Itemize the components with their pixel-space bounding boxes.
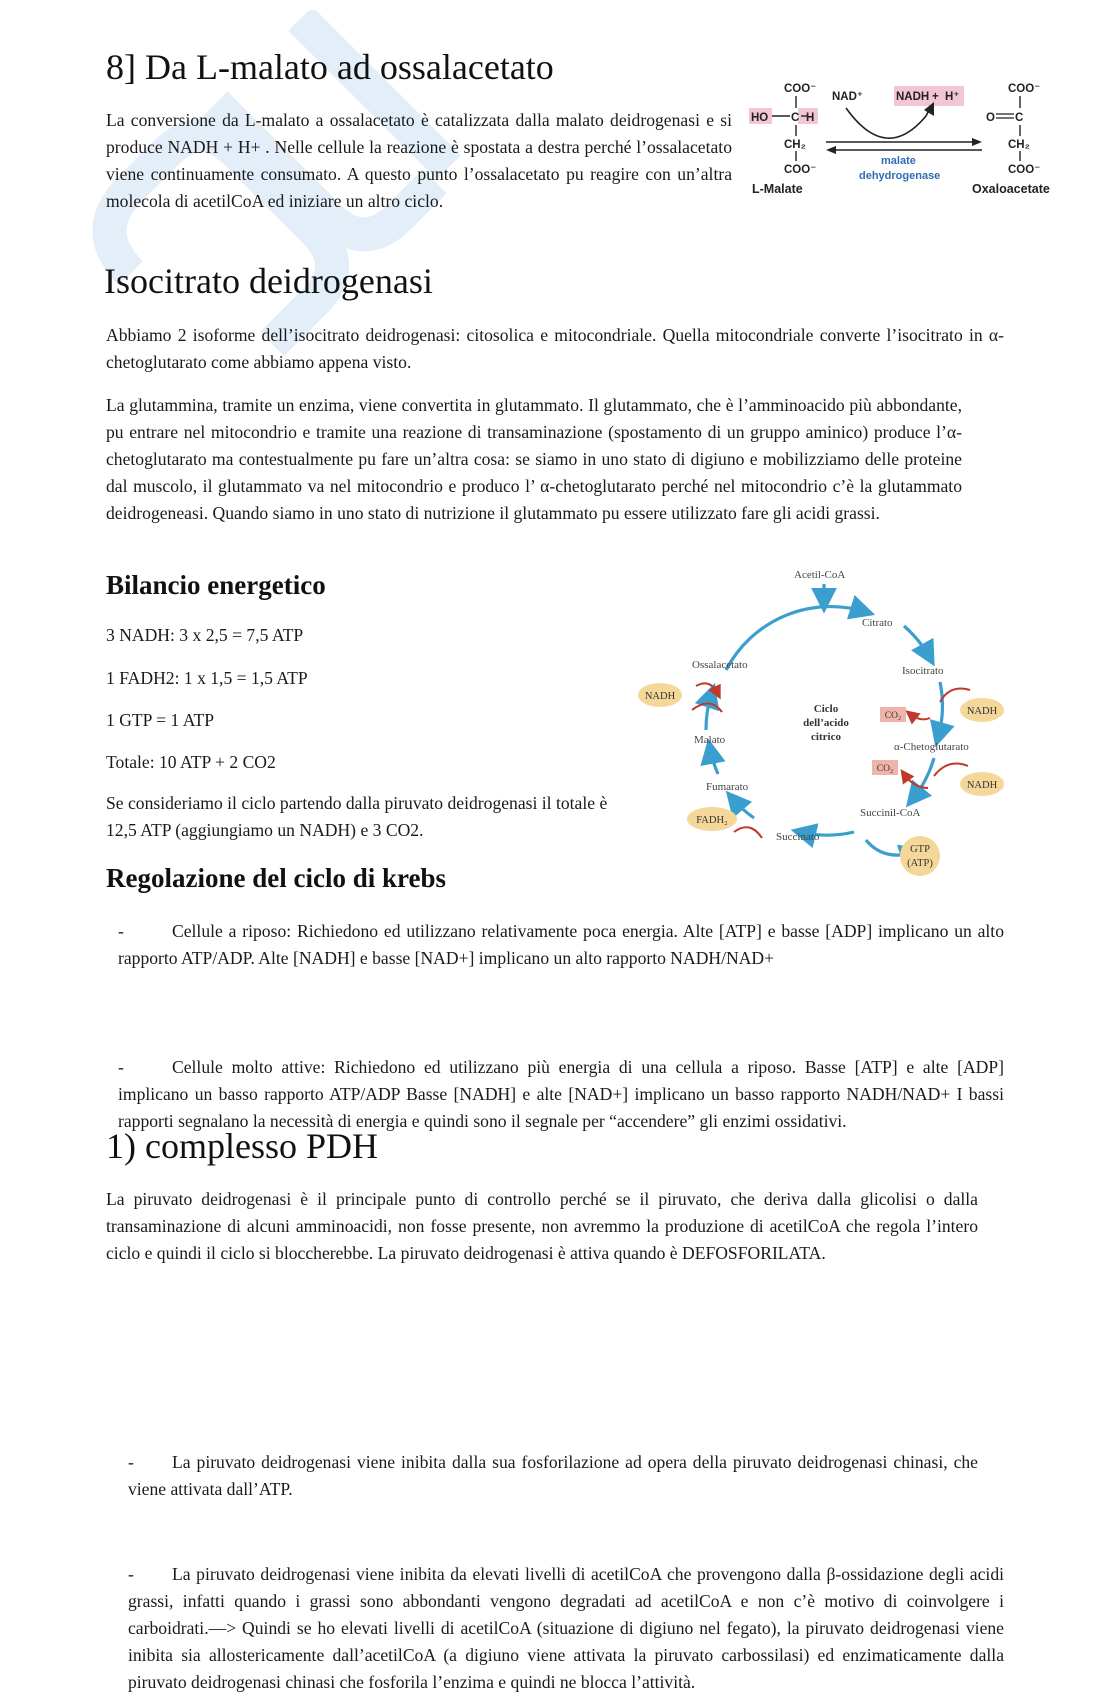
cofactor-arrow — [846, 108, 930, 138]
coo-bot-right: COO⁻ — [1008, 164, 1041, 176]
cycle-arc-iso-cheto — [938, 682, 942, 738]
node-succinato: Succinato — [776, 831, 820, 843]
nadh-badge-1: NADH — [644, 691, 676, 702]
bilancio-line-totale: Totale: 10 ATP + 2 CO2 — [106, 752, 276, 772]
regolazione-bullet-1: - Cellule a riposo: Richiedono ed utilizzano relativamente poca energia. Alte [ATP] e basse [ADP] implicano un alto rapporto ATP/ADP. Alte [NADH] e basse [NAD+] implicano un alto rapporto NADH/NAD+ — [118, 921, 1004, 968]
ho-label: HO — [751, 112, 769, 124]
l-malate-label: L-Malate — [752, 182, 803, 196]
malato-paragraph: La conversione da L-malato a ossalacetato è catalizzata dalla malato deidrogenasi e si produce NADH + H+ . Nelle cellule la reazione è spostata a destra perché l’ossalacetato viene continuamente consumato. A questo punto l’ossalacetato pu reagire con un’altra molecola di acetilCoA ed iniziare un altro ciclo. — [106, 110, 732, 211]
pdh-bullet-1: - La piruvato deidrogenasi viene inibita dalla sua fosforilazione ad opera della piruvato deidrogenasi chinasi, che viene attivata dall’ATP. — [128, 1452, 978, 1499]
nadh-badge-2: NADH — [966, 706, 998, 717]
node-malato: Malato — [694, 734, 726, 746]
section-title-regolazione: Regolazione del ciclo di krebs — [106, 863, 446, 893]
enzyme-label-2: dehydrogenase — [859, 170, 941, 182]
co2-badge-2: CO₂ — [876, 764, 894, 774]
center-label-2: dell’acido — [803, 717, 849, 729]
nad-label: NAD⁺ — [832, 91, 863, 103]
hplus-label: H⁺ — [945, 91, 960, 103]
node-isocitrato: Isocitrato — [902, 665, 944, 677]
bilancio-line-fadh2: 1 FADH2: 1 x 1,5 = 1,5 ATP — [106, 668, 308, 688]
node-succinilcoa: Succinil-CoA — [860, 807, 921, 819]
co2-badge-1: CO₂ — [884, 711, 902, 721]
c-right-label: C — [1015, 112, 1024, 124]
node-fumarato: Fumarato — [706, 781, 749, 793]
nadh-badge-3: NADH — [966, 780, 998, 791]
bilancio-line-gtp: 1 GTP = 1 ATP — [106, 710, 215, 730]
node-acetil: Acetil-CoA — [794, 569, 846, 581]
coo-top-right: COO⁻ — [1008, 83, 1041, 95]
pdh-bullet-2: - La piruvato deidrogenasi viene inibita da elevati livelli di acetilCoA che provengono dalla β-ossidazione degli acidi grassi, infatti quando i grassi sono abbondanti vengono degradati ad acetilCoA e non c’è motivo di coinvolgere i carboidrati.—> Quindi se ho elevati livelli di acetilCoA (situazione di digiuno nel fegato), la piruvato deidrogenasi viene inibita sia allostericamente dall’acetilCoA (a digiuno viene attivata la piruvato carbossilasi) ed enzimaticamente dalla piruvato deidrogenasi chinasi che fosforila l’enzima e quindi ne blocca l’attività. — [128, 1564, 1004, 1692]
nadh-label: NADH — [896, 91, 930, 103]
section-title-isocitrato: Isocitrato deidrogenasi — [104, 261, 433, 301]
bilancio-paragraph: Se consideriamo il ciclo partendo dalla piruvato deidrogenasi il totale è 12,5 ATP (aggiungiamo un NADH) e 3 CO2. — [106, 793, 608, 840]
cycle-arc-cheto-succ — [912, 758, 934, 800]
coo-bot-left: COO⁻ — [784, 164, 817, 176]
node-citrato: Citrato — [862, 617, 893, 629]
cycle-arc-cit-iso — [904, 626, 930, 658]
enzyme-label-1: malate — [881, 155, 916, 167]
section-title-bilancio: Bilancio energetico — [106, 570, 326, 600]
o-label: O — [986, 112, 995, 124]
coo-top-left: COO⁻ — [784, 83, 817, 95]
atp-label: (ATP) — [907, 858, 933, 869]
isocitrato-paragraph-2: La glutammina, tramite un enzima, viene convertita in glutammato. Il glutammato, che è l’amminoacido più abbondante, pu entrare nel mitocondrio e tramite una reazione di transaminazione (spostamento di un gruppo aminico) produce l’α-chetoglutarato ma contestualmente pu fare un’altra cosa: se siamo in uno stato di digiuno e mobilizziamo delle proteine dal muscolo, il glutammato va nel mitocondrio e produco l’ α-chetoglutarato perché nel mitocondrio c’è la glutammato deidrogeneasi. Quando siamo in uno stato di nutrizione il glutammato pu essere utilizzato fare gli acidi grassi. — [106, 395, 962, 523]
regolazione-bullet-2: - Cellule molto attive: Richiedono ed utilizzano più energia di una cellula a riposo. Basse [ATP] e alte [ADP] implicano un basso rapporto ATP/ADP Basse [NADH] e alte [NAD+] implicano un basso rapporto NADH/NAD+ I bassi rapporti segnalano la necessità di energia e quindi sono il segnale per “accendere” gli enzimi ossidativi. — [118, 1057, 1004, 1131]
malate-dehydrogenase-figure — [746, 76, 1066, 202]
c-label: C — [791, 112, 800, 124]
section-title-pdh: 1) complesso PDH — [106, 1126, 378, 1166]
center-label-3: citrico — [811, 731, 841, 743]
node-cheto: α-Chetoglutarato — [894, 741, 969, 753]
fadh2-badge: FADH₂ — [696, 815, 728, 826]
gtp-label: GTP — [910, 844, 930, 855]
center-label-1: Ciclo — [813, 703, 839, 715]
bilancio-line-nadh: 3 NADH: 3 x 2,5 = 7,5 ATP — [106, 625, 304, 645]
cycle-arc-mal-oss — [706, 692, 712, 730]
citric-acid-cycle-figure — [634, 562, 1024, 884]
cycle-arc-fum-mal — [710, 748, 718, 774]
isocitrato-paragraph-1: Abbiamo 2 isoforme dell’isocitrato deidrogenasi: citosolica e mitocondriale. Quella mitocondriale converte l’isocitrato in α-chetoglutarato come abbiamo appena visto. — [106, 325, 1004, 372]
pdh-paragraph: La piruvato deidrogenasi è il principale punto di controllo perché se il piruvato, che deriva dalla glicolisi o dalla transaminazione di alcuni amminoacidi, non fosse presente, non avremmo la produzione di acetilCoA che regola l’intero ciclo e quindi il ciclo si bloccherebbe. La piruvato deidrogenasi è attiva quando è DEFOSFORILATA. — [106, 1189, 978, 1263]
plus-label: + — [932, 91, 939, 103]
h-label: H — [806, 112, 815, 124]
node-ossalacetato: Ossalacetato — [692, 659, 748, 671]
ch2-left: CH₂ — [784, 139, 806, 151]
ch2-right: CH₂ — [1008, 139, 1030, 151]
oxaloacetate-label: Oxaloacetate — [972, 182, 1050, 196]
section-title-malato: 8] Da L-malato ad ossalacetato — [106, 47, 554, 87]
